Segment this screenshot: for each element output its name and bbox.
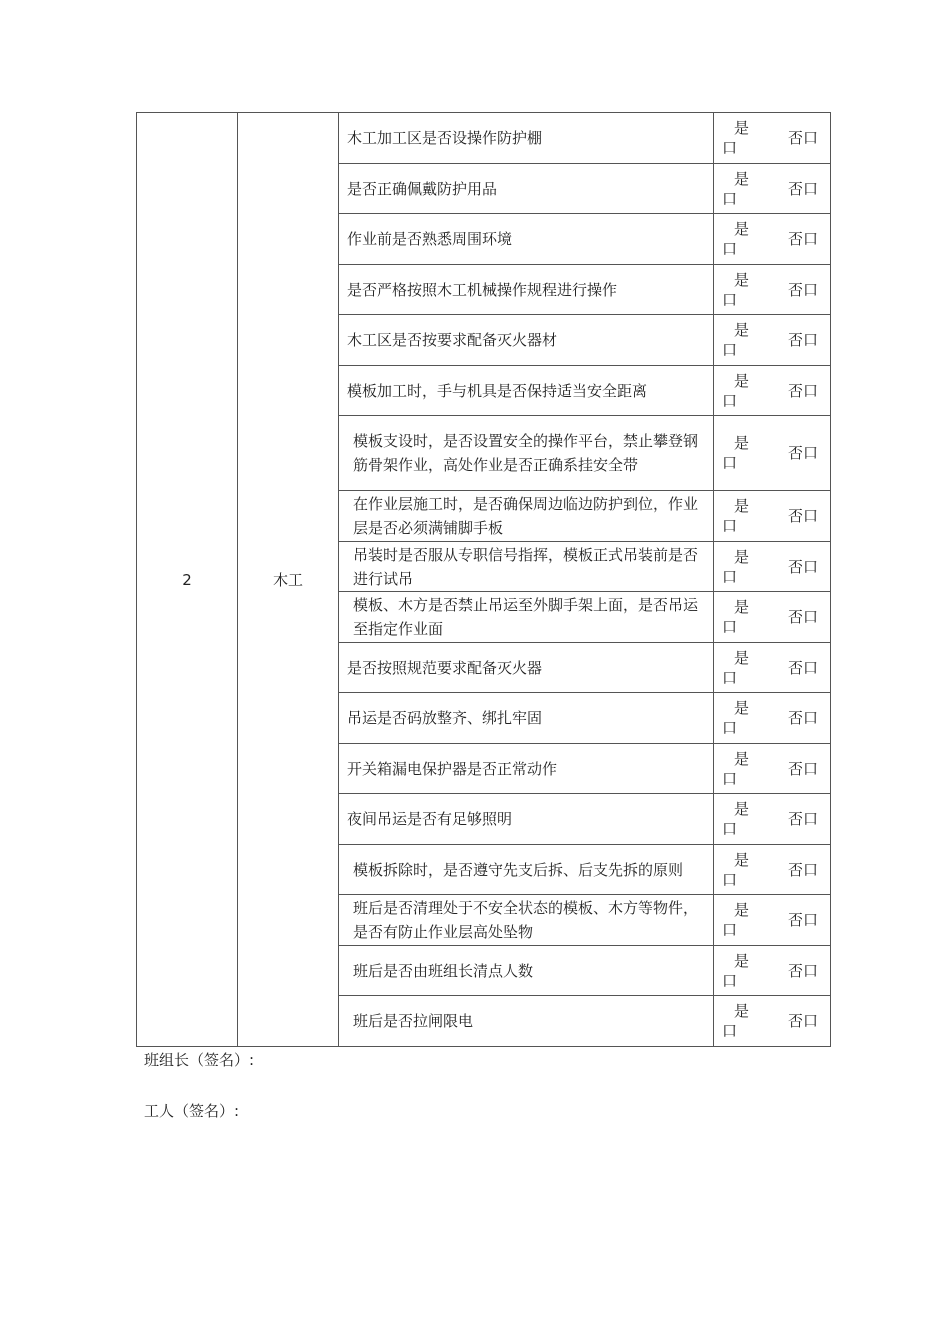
check-wrap (714, 693, 830, 743)
yes-box-glyph: 口 (722, 139, 738, 157)
row-number: 2 (137, 113, 238, 1047)
yes-no-cell (714, 643, 831, 693)
yes-label: 是 (734, 169, 750, 188)
check-wrap (714, 542, 830, 591)
check-wrap (714, 592, 830, 642)
yes-checkbox[interactable] (722, 433, 748, 473)
yes-box-glyph: 口 (722, 341, 738, 359)
check-wrap (714, 416, 830, 490)
check-wrap (714, 996, 830, 1046)
yes-box-glyph: 口 (722, 921, 738, 939)
no-checkbox[interactable]: 否口 (787, 179, 818, 198)
yes-no-cell (714, 946, 831, 996)
check-wrap (714, 113, 830, 163)
check-item-text: 班后是否拉闸限电 (339, 996, 714, 1047)
worker-signature: 工人（签名）: (144, 1102, 240, 1120)
no-checkbox[interactable]: 否口 (787, 557, 818, 576)
yes-box-glyph: 口 (722, 567, 738, 586)
check-item-text: 木工区是否按要求配备灭火器材 (339, 315, 714, 366)
yes-label: 是 (734, 321, 750, 339)
safety-checklist-table (136, 112, 831, 1047)
yes-checkbox[interactable] (722, 951, 748, 991)
yes-box-glyph: 口 (722, 769, 738, 788)
yes-box-glyph: 口 (722, 971, 738, 990)
check-item-text: 作业前是否熟悉周围环境 (339, 214, 714, 265)
yes-no-cell (714, 592, 831, 643)
check-item-text: 吊运是否码放整齐、绑扎牢固 (339, 693, 714, 744)
check-item-text: 是否正确佩戴防护用品 (339, 164, 714, 214)
yes-checkbox[interactable] (722, 169, 748, 209)
yes-checkbox[interactable] (722, 648, 748, 688)
yes-no-cell (714, 113, 831, 164)
no-checkbox[interactable]: 否口 (787, 129, 818, 147)
yes-no-cell (714, 265, 831, 315)
yes-checkbox[interactable] (722, 850, 748, 890)
yes-checkbox[interactable] (722, 698, 748, 738)
yes-no-cell (714, 845, 831, 895)
check-item-text: 在作业层施工时，是否确保周边临边防护到位，作业层是否必须满铺脚手板 (339, 491, 714, 542)
check-item-text: 模板加工时，手与机具是否保持适当安全距离 (339, 366, 714, 416)
yes-no-cell (714, 744, 831, 794)
check-item-text: 吊装时是否服从专职信号指挥，模板正式吊装前是否进行试吊 (339, 542, 714, 592)
yes-box-glyph: 口 (722, 240, 738, 258)
yes-no-cell (714, 164, 831, 214)
check-item-text: 模板支设时，是否设置安全的操作平台，禁止攀登钢筋骨架作业，高处作业是否正确系挂安全带 (339, 416, 714, 491)
yes-label: 是 (734, 850, 750, 869)
yes-label: 是 (734, 901, 750, 919)
yes-no-cell (714, 693, 831, 744)
check-wrap (714, 164, 830, 213)
yes-checkbox[interactable] (722, 749, 748, 789)
check-item-text: 夜间吊运是否有足够照明 (339, 794, 714, 845)
no-checkbox[interactable]: 否口 (787, 608, 818, 626)
check-wrap (714, 643, 830, 692)
check-wrap (714, 315, 830, 365)
no-checkbox[interactable]: 否口 (787, 961, 818, 980)
yes-label: 是 (734, 749, 750, 768)
yes-no-cell (714, 491, 831, 542)
yes-box-glyph: 口 (722, 391, 738, 410)
no-checkbox[interactable]: 否口 (787, 1012, 818, 1030)
check-item-text: 班后是否清理处于不安全状态的模板、木方等物件，是否有防止作业层高处坠物 (339, 895, 714, 946)
no-checkbox[interactable]: 否口 (787, 331, 818, 349)
check-item-text: 模板、木方是否禁止吊运至外脚手架上面，是否吊运至指定作业面 (339, 592, 714, 643)
yes-checkbox[interactable] (722, 547, 748, 587)
yes-no-cell (714, 895, 831, 946)
yes-box-glyph: 口 (722, 719, 738, 737)
yes-box-glyph: 口 (722, 290, 738, 309)
yes-box-glyph: 口 (722, 189, 738, 208)
yes-no-cell (714, 996, 831, 1047)
yes-box-glyph: 口 (722, 454, 738, 472)
check-wrap (714, 366, 830, 415)
yes-box-glyph: 口 (722, 1022, 738, 1040)
no-checkbox[interactable]: 否口 (787, 381, 818, 400)
yes-label: 是 (734, 547, 750, 566)
no-checkbox[interactable]: 否口 (787, 280, 818, 299)
no-checkbox[interactable]: 否口 (787, 911, 818, 929)
check-wrap (714, 744, 830, 793)
yes-box-glyph: 口 (722, 517, 738, 535)
yes-label: 是 (734, 119, 750, 137)
yes-checkbox[interactable] (722, 371, 748, 411)
yes-box-glyph: 口 (722, 870, 738, 889)
yes-box-glyph: 口 (722, 618, 738, 636)
check-wrap (714, 214, 830, 264)
check-item-text: 模板拆除时，是否遵守先支后拆、后支先拆的原则 (339, 845, 714, 895)
check-item-text: 木工加工区是否设操作防护棚 (339, 113, 714, 164)
checklist-body (137, 113, 831, 1047)
no-checkbox[interactable]: 否口 (787, 860, 818, 879)
check-item-text: 是否按照规范要求配备灭火器 (339, 643, 714, 693)
check-item-text: 是否严格按照木工机械操作规程进行操作 (339, 265, 714, 315)
yes-checkbox[interactable] (722, 118, 748, 158)
yes-checkbox[interactable] (722, 900, 748, 940)
yes-checkbox[interactable] (722, 799, 748, 839)
yes-label: 是 (734, 434, 750, 452)
yes-label: 是 (734, 951, 750, 970)
yes-checkbox[interactable] (722, 320, 748, 360)
check-item-text: 开关箱漏电保护器是否正常动作 (339, 744, 714, 794)
check-item-text: 班后是否由班组长清点人数 (339, 946, 714, 996)
no-checkbox[interactable]: 否口 (787, 444, 818, 462)
yes-no-cell (714, 542, 831, 592)
yes-no-cell (714, 416, 831, 491)
check-wrap (714, 794, 830, 844)
no-checkbox[interactable]: 否口 (787, 810, 818, 828)
no-checkbox[interactable]: 否口 (787, 507, 818, 525)
yes-label: 是 (734, 497, 750, 515)
yes-label: 是 (734, 699, 750, 717)
yes-checkbox[interactable] (722, 597, 748, 637)
yes-checkbox[interactable] (722, 270, 748, 310)
no-checkbox[interactable]: 否口 (787, 230, 818, 248)
yes-no-cell (714, 794, 831, 845)
yes-no-cell (714, 214, 831, 265)
yes-label: 是 (734, 371, 750, 390)
yes-checkbox[interactable] (722, 1001, 748, 1041)
yes-label: 是 (734, 270, 750, 289)
check-wrap (714, 845, 830, 894)
yes-label: 是 (734, 220, 750, 238)
yes-label: 是 (734, 598, 750, 616)
team-leader-signature: 班组长（签名）: (144, 1051, 255, 1069)
no-checkbox[interactable]: 否口 (787, 709, 818, 727)
work-category: 木工 (238, 113, 339, 1047)
yes-label: 是 (734, 800, 750, 818)
no-checkbox[interactable]: 否口 (787, 759, 818, 778)
check-wrap (714, 265, 830, 314)
table-row (137, 113, 831, 164)
no-checkbox[interactable]: 否口 (787, 658, 818, 677)
yes-label: 是 (734, 1002, 750, 1020)
yes-checkbox[interactable] (722, 219, 748, 259)
yes-checkbox[interactable] (722, 496, 748, 536)
check-wrap (714, 946, 830, 995)
yes-no-cell (714, 366, 831, 416)
yes-box-glyph: 口 (722, 820, 738, 838)
yes-label: 是 (734, 648, 750, 667)
yes-box-glyph: 口 (722, 668, 738, 687)
check-wrap (714, 895, 830, 945)
yes-no-cell (714, 315, 831, 366)
check-wrap (714, 491, 830, 541)
